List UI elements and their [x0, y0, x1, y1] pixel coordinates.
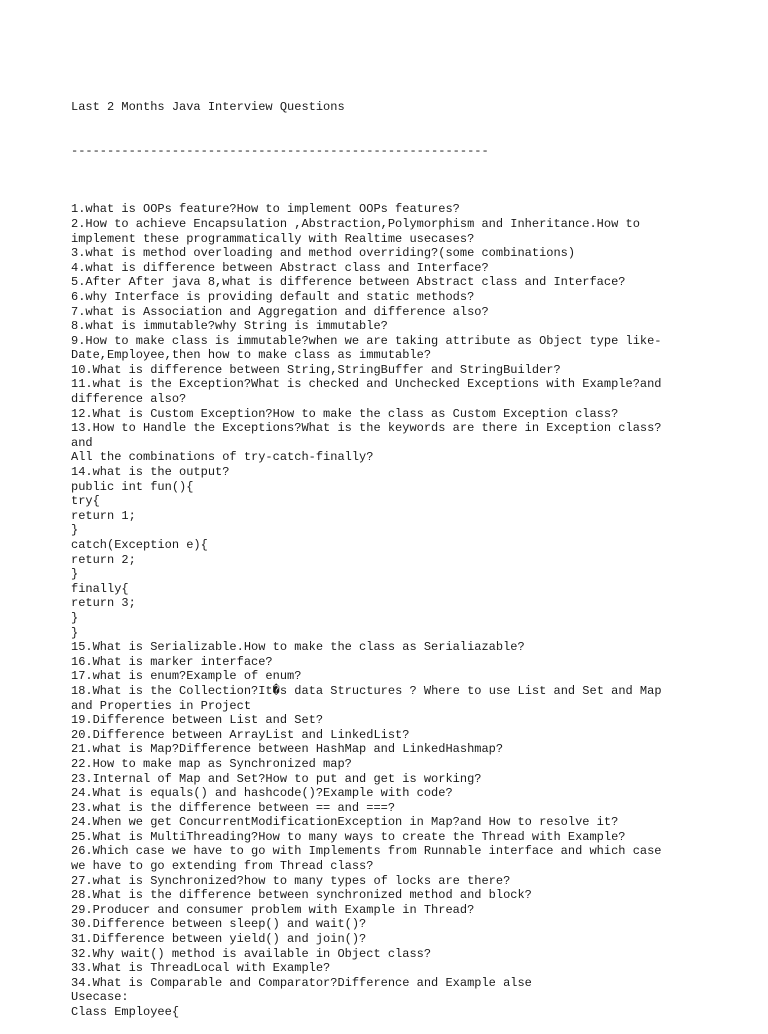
- document-line: 6.why Interface is providing default and static methods?: [71, 289, 475, 304]
- document-line: return 3;: [71, 596, 136, 611]
- document-line: [71, 188, 711, 203]
- document-line: 20.Difference between ArrayList and LinkedList?: [71, 727, 410, 742]
- document-line: }: [71, 567, 79, 582]
- document-title: Last 2 Months Java Interview Questions: [71, 100, 345, 115]
- document-line: 32.Why wait() method is available in Object class?: [71, 946, 432, 961]
- document-line: Usecase:: [71, 990, 129, 1005]
- document-line: 25.What is MultiThreading?How to many ways to create the Thread with Example?: [71, 829, 626, 844]
- document-line: 31.Difference between yield() and join()?: [71, 932, 367, 947]
- document-line: difference also?: [71, 392, 187, 407]
- document-line: return 2;: [71, 552, 136, 567]
- document-line: 30.Difference between sleep() and wait()?: [71, 917, 367, 932]
- question-list: [71, 188, 711, 1020]
- document-line: 9.How to make class is immutable?when we are taking attribute as Object type like-: [71, 333, 662, 348]
- document-line: 4.what is difference between Abstract class and Interface?: [71, 260, 489, 275]
- document-line: }: [71, 625, 79, 640]
- document-line: and: [71, 435, 93, 450]
- document-line: 7.what is Association and Aggregation and difference also?: [71, 304, 489, 319]
- document-line: }: [71, 523, 79, 538]
- document-line: 26.Which case we have to go with Implements from Runnable interface and which case: [71, 844, 662, 859]
- title-separator: ----------------------------------------------------------: [71, 143, 489, 158]
- document-line: return 1;: [71, 508, 136, 523]
- document-body: [71, 71, 711, 1034]
- document-line: 24.When we get ConcurrentModificationException in Map?and How to resolve it?: [71, 815, 619, 830]
- document-line: 5.After After java 8,what is difference between Abstract class and Interface?: [71, 275, 626, 290]
- document-line: catch(Exception e){: [71, 538, 208, 552]
- document-line: implement these programmatically with Realtime usecases?: [71, 231, 475, 246]
- document-line: 17.what is enum?Example of enum?: [71, 669, 302, 684]
- document-line: Date,Employee,then how to make class as immutable?: [71, 348, 432, 363]
- document-line: 29.Producer and consumer problem with Example in Thread?: [71, 902, 475, 917]
- document-line: 22.How to make map as Synchronized map?: [71, 756, 352, 771]
- document-line: All the combinations of try-catch-finally?: [71, 450, 374, 465]
- document-line: 12.What is Custom Exception?How to make the class as Custom Exception class?: [71, 406, 619, 421]
- document-line: 27.what is Synchronized?how to many types of locks are there?: [71, 873, 511, 888]
- document-line: 11.what is the Exception?What is checked and Unchecked Exceptions with Example?and: [71, 377, 662, 392]
- document-line: we have to go extending from Thread class?: [71, 859, 374, 874]
- document-line: and Properties in Project: [71, 698, 252, 713]
- document-line: 8.what is immutable?why String is immutable?: [71, 319, 388, 334]
- document-line: 1.what is OOPs feature?How to implement OOPs features?: [71, 202, 460, 217]
- document-line: }: [71, 610, 79, 625]
- document-line: 16.What is marker interface?: [71, 654, 273, 669]
- document-line: 2.How to achieve Encapsulation ,Abstraction,Polymorphism and Inheritance.How to: [71, 216, 640, 231]
- document-line: 3.what is method overloading and method overriding?(some combinations): [71, 246, 576, 261]
- document-line: 19.Difference between List and Set?: [71, 713, 324, 728]
- document-line: 23.Internal of Map and Set?How to put and get is working?: [71, 771, 482, 786]
- document-line: 33.What is ThreadLocal with Example?: [71, 961, 331, 976]
- document-line: public int fun(){: [71, 479, 194, 494]
- document-line: 18.What is the Collection?It�s data Structures ? Where to use List and Set and Map: [71, 683, 662, 698]
- document-line: Class Employee{: [71, 1005, 180, 1019]
- document-line: 21.what is Map?Difference between HashMap and LinkedHashmap?: [71, 742, 504, 757]
- document-line: 34.What is Comparable and Comparator?Difference and Example alse: [71, 975, 532, 990]
- document-line: 28.What is the difference between synchronized method and block?: [71, 888, 532, 903]
- document-line: 13.How to Handle the Exceptions?What is the keywords are there in Exception class?: [71, 421, 662, 436]
- document-line: 23.what is the difference between == and ===?: [71, 800, 396, 815]
- document-line: finally{: [71, 581, 129, 596]
- document-line: 15.What is Serializable.How to make the class as Serialiazable?: [71, 640, 525, 655]
- document-line: try{: [71, 494, 100, 509]
- document-line: 24.What is equals() and hashcode()?Example with code?: [71, 786, 453, 801]
- document-line: 14.what is the output?: [71, 465, 230, 480]
- document-line: 10.What is difference between String,StringBuffer and StringBuilder?: [71, 362, 561, 377]
